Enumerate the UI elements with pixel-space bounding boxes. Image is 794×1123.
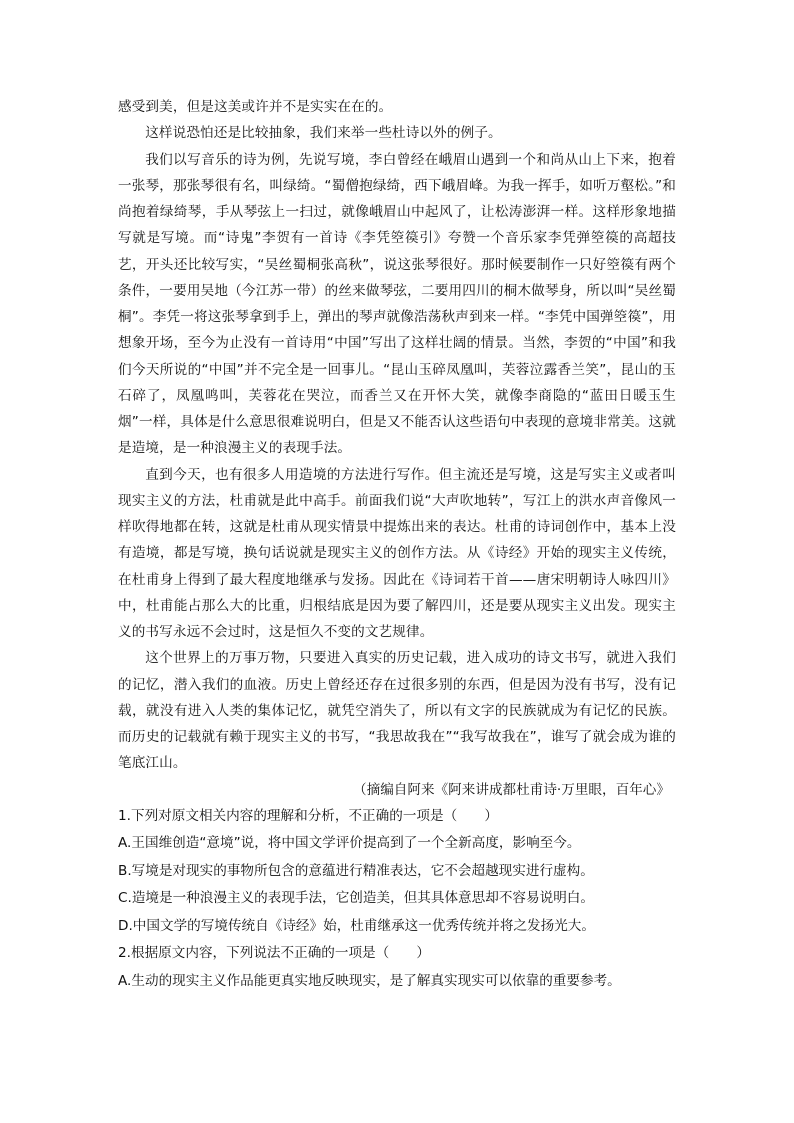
- passage-paragraph-2: 我们以写音乐的诗为例，先说写境，李白曾经在峨眉山遇到一个和尚从山上下来，抱着一张琴，那张琴很有名，叫绿绮。“蜀僧抱绿绮，西下峨眉峰。为我一挥手，如听万壑松。”和尚抱着绿绮琴，手从琴弦上一扫过，就像峨眉山中起风了，让松涛澎湃一样。这样形象地描写就是写境。而“诗鬼”李贺有一首诗《李凭箜篌引》夸赞一个音乐家李凭弹箜篌的高超技艺，开头还比较写实，“吴丝蜀桐张高秋”，说这张琴很好。那时候要制作一只好箜篌有两个条件，一要用吴地（今江苏一带）的丝来做琴弦，二要用四川的桐木做琴身，所以叫“吴丝蜀桐”。李凭一将这张琴拿到手上，弹出的琴声就像浩荡秋声到来一样。“李凭中国弹箜篌”，用想象开场，至今为止没有一首诗用“中国”写出了这样壮阔的情景。当然，李贺的“中国”和我们今天所说的“中国”并不完全是一回事儿。“昆山玉碎凤凰叫，芙蓉泣露香兰笑”，昆山的玉石碎了，凤凰鸣叫，芙蓉花在哭泣，而香兰又在开怀大笑，就像李商隐的“蓝田日暖玉生烟”一样，具体是什么意思很难说明白，但是又不能否认这些语句中表现的意境非常美。这就是造境，是一种浪漫主义的表现手法。: [118, 151, 676, 457]
- option-a: A.王国维创造“意境”说，将中国文学评价提高到了一个全新高度，影响至今。: [118, 835, 581, 852]
- question-1: [118, 803, 676, 941]
- question-stem: 1.下列对原文相关内容的理解和分析，不正确的一项是（ ）: [118, 807, 498, 824]
- option-b: B.写境是对现实的事物所包含的意蕴进行精准表达，它不会超越现实进行虚构。: [118, 862, 594, 879]
- passage-paragraph-1: 这样说恐怕还是比较抽象，我们来举一些杜诗以外的例子。: [145, 125, 502, 142]
- option-d: D.中国文学的写境传统自《诗经》始，杜甫继承这一优秀传统并将之发扬光大。: [118, 917, 595, 934]
- passage-paragraph-3: 直到今天，也有很多人用造境的方法进行写作。但主流还是写境，这是写实主义或者叫现实主义的方法，杜甫就是此中高手。前面我们说“大声吹地转”，写江上的洪水声音像风一样吹得地都在转，这就是杜甫从现实情景中提炼出来的表达。杜甫的诗词创作中，基本上没有造境，都是写境，换句话说就是现实主义的创作方法。从《诗经》开始的现实主义传统，在杜甫身上得到了最大程度地继承与发扬。因此在《诗词若干首——唐宋明朝诗人咏四川》中，杜甫能占那么大的比重，归根结底是因为要了解四川，还是要从现实主义出发。现实主义的书写永远不会过时，这是恒久不变的文艺规律。: [118, 466, 676, 640]
- passage-source: （摘编自阿来《阿来讲成都杜甫诗·万里眼，百年心》: [353, 781, 670, 798]
- question-2: [118, 940, 676, 995]
- option-a: A.生动的现实主义作品能更真实地反映现实，是了解真实现实可以依靠的重要参考。: [118, 972, 621, 989]
- option-list: [118, 830, 676, 940]
- question-stem: 2.根据原文内容，下列说法不正确的一项是（ ）: [118, 945, 431, 962]
- passage-paragraph-4: 这个世界上的万事万物，只要进入真实的历史记载，进入成功的诗文书写，就进入我们的记忆，潜入我们的血液。历史上曾经还存在过很多别的东西，但是因为没有书写，没有记载，就没有进入人类的集体记忆，就凭空消失了，所以有文字的民族就成为有记忆的民族。而历史的记载就有赖于现实主义的书写，“我思故我在”“我写故我在”，谁写了就会成为谁的笔底江山。: [118, 650, 676, 772]
- passage-paragraph-0: 感受到美，但是这美或许并不是实实在在的。: [118, 99, 393, 115]
- option-c: C.造境是一种浪漫主义的表现手法，它创造美，但其具体意思却不容易说明白。: [118, 890, 594, 907]
- document-page: [118, 94, 676, 995]
- option-list: [118, 968, 676, 996]
